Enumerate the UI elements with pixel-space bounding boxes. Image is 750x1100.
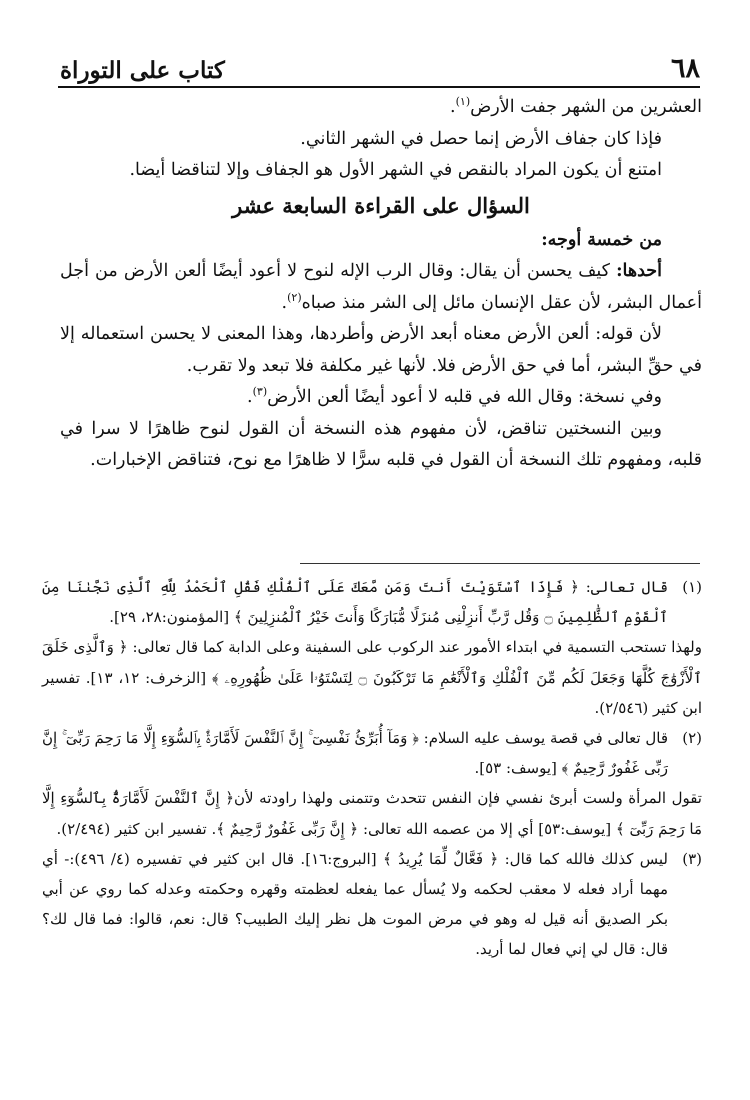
footnote-ref-3[interactable]: (٣) [252,385,268,399]
footnote-ref-2[interactable]: (٢) [287,290,302,304]
paragraph-6: وفي نسخة: وقال الله في قلبه لا أعود أيضًا ألعن الأرض$^{(٣)}$. [247,385,662,407]
paragraph-4: أحدها: كيف يحسن أن يقال: وقال الرب الإله لنوح لا أعود أيضًا ألعن الأرض من أجل أعمال البشر، لأن عقل الإنسان مائل إلى الشر منذ صباه$^{(٢)}$. [60,261,702,313]
header-rule [58,86,700,88]
footnote-1: (١) قال تعالى: ﴿ فَإِذَا ٱسْتَوَيْتَ أَنتَ وَمَن مَّعَكَ عَلَى ٱلْفُلْكِ فَقُلِ ٱلْحَمْدُ لِلَّهِ ٱلَّذِى نَجَّىٰنَا مِنَ ٱلْقَوْمِ ٱلظَّٰلِمِينَ ۝ وَقُل رَّبِّ أَنزِلْنِى مُنزَلًا مُّبَارَكًا وَأَنتَ خَيْرُ ٱلْمُنزِلِينَ ﴾ [المؤمنون:٢٨، ٢٩]. [42,572,702,632]
footnote-2-continuation: تقول المرأة ولست أبرئ نفسي فإن النفس تتحدث وتتمنى ولهذا راودته لأن﴿ إِنَّ ٱلنَّفْسَ لَأَمَّارَةٌۢ بِٱلسُّوٓءِ إِلَّا مَا رَحِمَ رَبِّىٓ ﴾ [يوسف:٥٣] أي إلا من عصمه الله تعالى: ﴿ إِنَّ رَبِّى غَفُورٌ رَّحِيمٌ ﴾. تفسير ابن كثير (٢/٤٩٤). [42,789,702,838]
page-number: ٦٨ [670,53,700,84]
footnote-separator [300,563,700,564]
main-text [60,92,702,477]
paragraph-7: وبين النسختين تناقض، لأن مفهوم هذه النسخة أن القول لنوح ظاهرًا لا سرا في قلبه، ومفهوم تلك النسخة أن القول في قلبه سرًّا لا ظاهرًا مع نوح، فتناقض الإخبارات. [60,418,702,470]
page-header [60,44,700,84]
footnote-number: (٢) [682,729,702,748]
footnotes [42,572,702,965]
footnote-number: (٣) [682,849,702,868]
footnote-ref-1[interactable]: (١) [455,95,471,109]
paragraph-5: لأن قوله: ألعن الأرض معناه أبعد الأرض وأطردها، وهذا المعنى لا يحسن استعماله إلا في حقِّ البشر، أما في حق الأرض فلا. لأنها غير مكلفة فلا تبعد ولا تقرب. [60,324,702,376]
section-intro: من خمسة أوجه: [541,229,662,250]
paragraph-2: فإذا كان جفاف الأرض إنما حصل في الشهر الثاني. [300,128,662,149]
footnote-3: (٣) ليس كذلك فالله كما قال: ﴿ فَعَّالٌ لِّمَا يُرِيدُ ﴾ [البروج:١٦]. قال ابن كثير في تفسيره (٤/ ٤٩٦):- أي مهما أراد فعله لا معقب لحكمه ولا يُسأل عما يفعله لعظمته وقهره وحكمته وعدله كما روي عن أبي بكر الصديق أنه قيل له وهو في مرض الموت هل نظر إليك الطبيب؟ قال: نعم، قالوا: فما قال لك؟ قال: قال لي إني فعال لما أريد. [42,844,702,965]
section-heading: السؤال على القراءة السابعة عشر [232,192,530,218]
footnote-number: (١) [682,578,702,596]
footnote-2: (٢) قال تعالى في قصة يوسف عليه السلام: ﴿ وَمَآ أُبَرِّئُ نَفْسِىٓ ۚ إِنَّ ٱلنَّفْسَ لَأَمَّارَةٌۢ بِٱلسُّوٓءِ إِلَّا مَا رَحِمَ رَبِّىٓ ۚ إِنَّ رَبِّى غَفُورٌ رَّحِيمٌ ﴾ [يوسف: ٥٣]. [42,723,702,783]
book-title: كتاب على التوراة [60,57,225,84]
paragraph-3: امتنع أن يكون المراد بالنقص في الشهر الأول هو الجفاف وإلا لتناقضا أيضا. [129,160,662,180]
point-lead: أحدها: [616,261,662,281]
paragraph-1: العشرين من الشهر جفت الأرض$^{(١)}$. [450,95,702,117]
footnote-1-continuation: ولهذا تستحب التسمية في ابتداء الأمور عند الركوب على السفينة وعلى الدابة كما قال تعالى: ﴿ وَٱلَّذِى خَلَقَ ٱلْأَزْوَٰجَ كُلَّهَا وَجَعَلَ لَكُم مِّنَ ٱلْفُلْكِ وَٱلْأَنْعَٰمِ مَا تَرْكَبُونَ ۝ لِتَسْتَوُۥا عَلَىٰ ظُهُورِهِۦ ﴾ [الزخرف: ١٢، ١٣]. تفسير ابن كثير (٢/٥٤٦). [42,638,702,717]
